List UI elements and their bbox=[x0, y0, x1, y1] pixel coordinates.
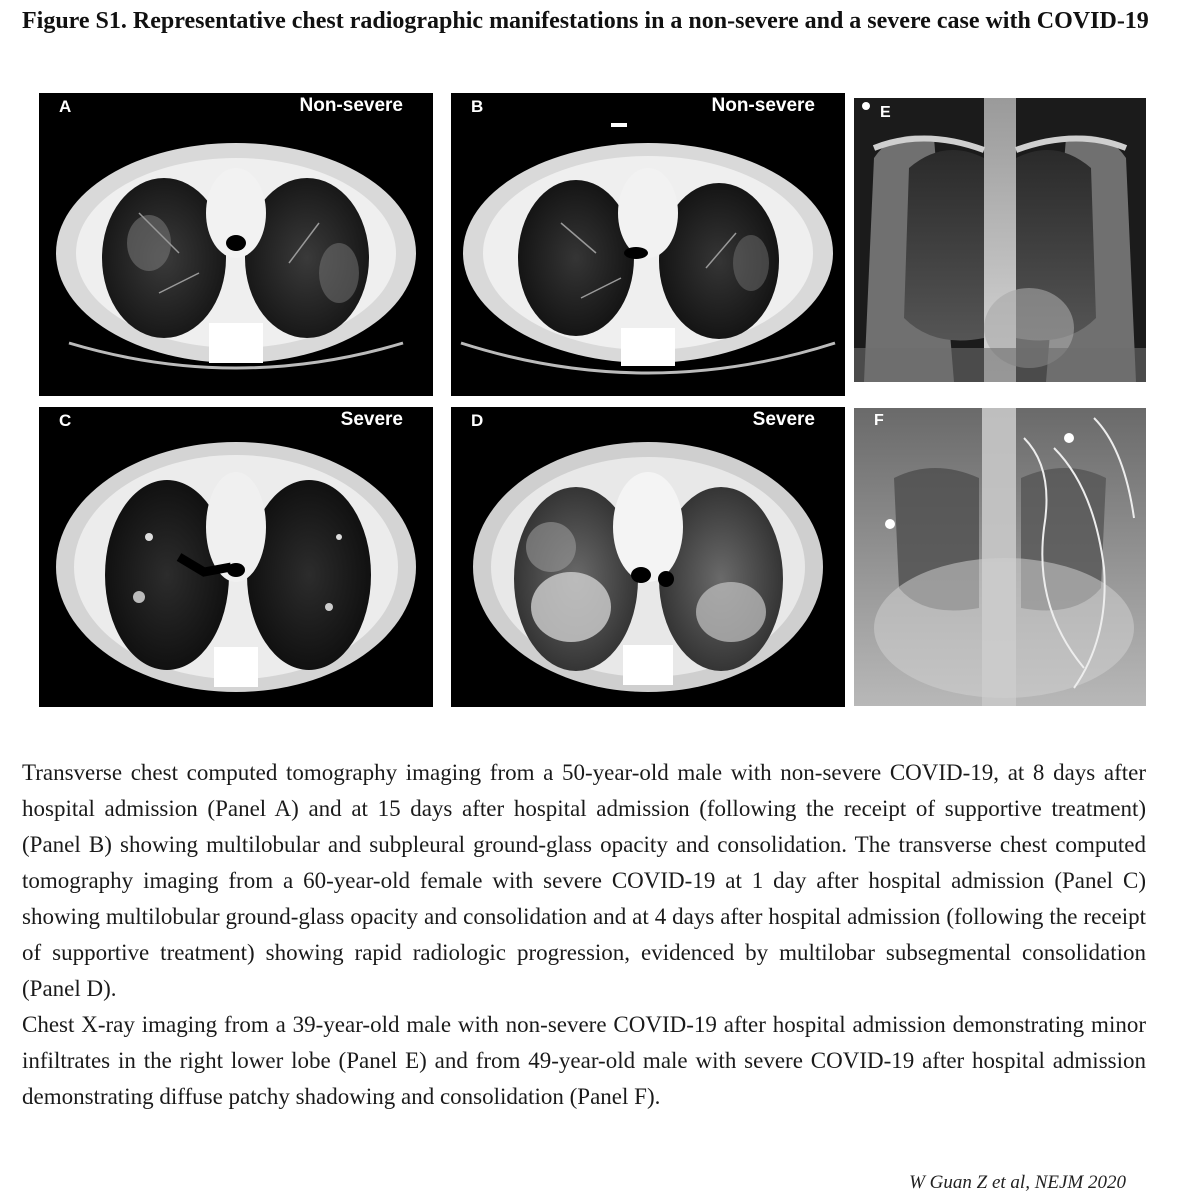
panel-letter-f: F bbox=[874, 412, 884, 429]
chest-xray-image-f bbox=[854, 408, 1146, 706]
xray-panel-f bbox=[854, 408, 1146, 706]
caption-paragraph-xray: Chest X-ray imaging from a 39-year-old male with non-severe COVID-19 after hospital admission demonstrating minor infiltrates in the right lower lobe (Panel E) and from 49-year-old male with severe COVID-19 after hospital admission demonstrating diffuse patchy shadowing and consolidation (Panel F). bbox=[22, 1012, 1146, 1109]
panel-severity-label-b: Non-severe bbox=[711, 95, 815, 116]
ct-panel-b bbox=[451, 93, 845, 396]
panel-letter-d: D bbox=[471, 411, 484, 430]
panel-severity-label-a: Non-severe bbox=[299, 95, 403, 116]
panel-letter-a: A bbox=[59, 97, 72, 116]
figure-title: Figure S1. Representative chest radiographic manifestations in a non-severe and a severe case with COVID-19 bbox=[22, 8, 1149, 34]
ct-panel-c bbox=[39, 407, 433, 707]
panel-severity-label-d: Severe bbox=[752, 409, 815, 430]
caption-paragraph-ct: Transverse chest computed tomography imaging from a 50-year-old male with non-severe COVID-19, at 8 days after hospital admission (Panel A) and at 15 days after hospital admission (following the receipt of supportive treatment) (Panel B) showing multilobular and subpleural ground-glass opacity and consolidation. The transverse chest computed tomography imaging from a 60-year-old female with severe COVID-19 at 1 day after hospital admission (Panel C) showing multilobular ground-glass opacity and consolidation and at 4 days after hospital admission (following the receipt of supportive treatment) showing rapid radiologic progression, evidenced by multilobar subsegmental consolidation (Panel D). bbox=[22, 760, 1146, 1001]
figure-caption bbox=[22, 755, 1146, 1115]
xray-panel-e bbox=[854, 98, 1146, 382]
ct-scan-image-b bbox=[451, 93, 845, 396]
panel-severity-label-c: Severe bbox=[340, 409, 403, 430]
source-citation: W Guan Z et al, NEJM 2020 bbox=[909, 1172, 1126, 1193]
ct-scan-image-a bbox=[39, 93, 433, 396]
chest-xray-image-e bbox=[854, 98, 1146, 382]
ct-scan-image-c bbox=[39, 407, 433, 707]
ct-scan-image-d bbox=[451, 407, 845, 707]
ct-panel-d bbox=[451, 407, 845, 707]
panel-letter-e: E bbox=[880, 104, 891, 121]
panel-letter-c: C bbox=[59, 411, 72, 430]
ct-panel-a bbox=[39, 93, 433, 396]
panel-letter-b: B bbox=[471, 97, 484, 116]
